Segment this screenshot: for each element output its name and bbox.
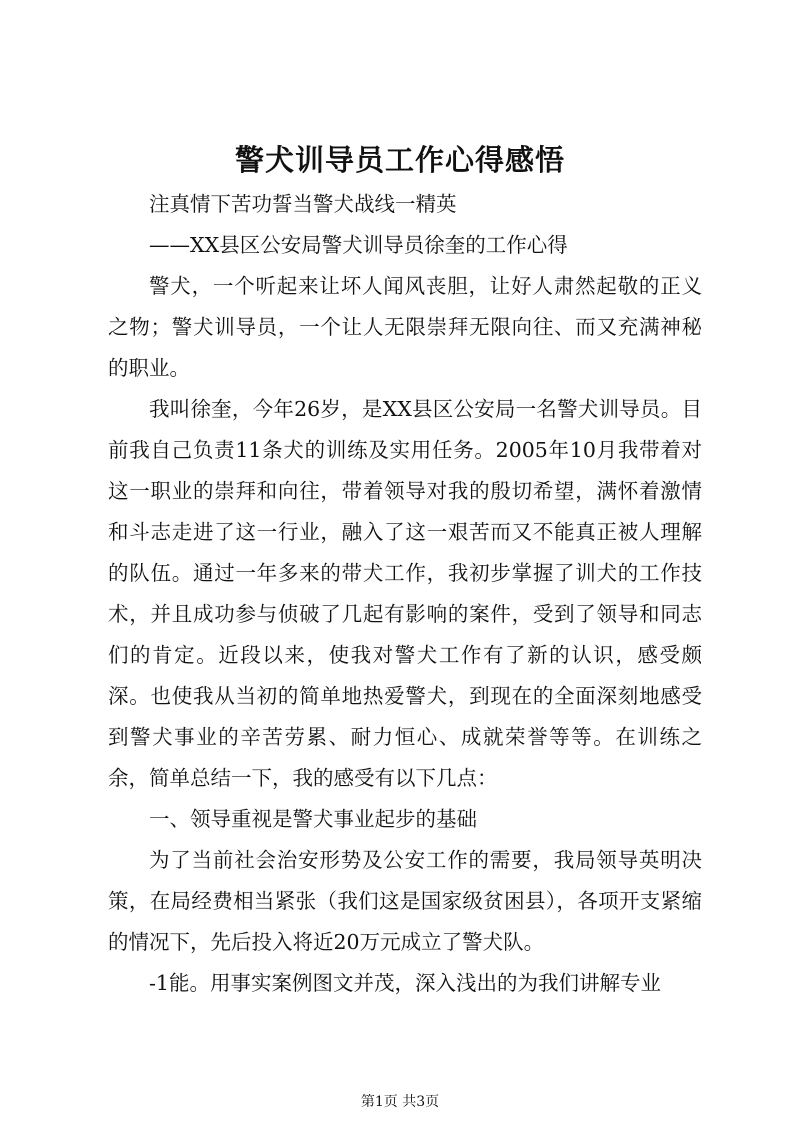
paragraph-leadership: 为了当前社会治安形势及公安工作的需要，我局领导英明决策，在局经费相当紧张（我们这是国家级贫困县），各项开支紧缩的情况下，先后投入将近20万元成立了警犬队。 <box>108 848 702 954</box>
document-body <box>108 184 702 1004</box>
subtitle-slogan: 注真情下苦功誓当警犬战线一精英 <box>149 192 457 216</box>
section-heading-1: 一、领导重视是警犬事业起步的基础 <box>149 807 477 831</box>
paragraph-intro: 警犬，一个听起来让坏人闻风丧胆，让好人肃然起敬的正义之物；警犬训导员，一个让人无限崇拜无限向往、而又充满神秘的职业。 <box>108 274 702 380</box>
paragraph-self-introduction: 我叫徐奎，今年26岁，是XX县区公安局一名警犬训导员。目前我自己负责11条犬的训练及实用任务。2005年10月我带着对这一职业的崇拜和向往，带着领导对我的殷切希望，满怀着激情和斗志走进了这一行业，融入了这一艰苦而又不能真正被人理解的队伍。通过一年多来的带犬工作，我初步掌握了训犬的工作技术，并且成功参与侦破了几起有影响的案件，受到了领导和同志们的肯定。近段以来，使我对警犬工作有了新的认识，感受颇深。也使我从当初的简单地热爱警犬，到现在的全面深刻地感受到警犬事业的辛苦劳累、耐力恒心、成就荣誉等等。在训练之余，简单总结一下，我的感受有以下几点： <box>108 397 702 790</box>
page-footer: 第1页 共3页 <box>360 1094 440 1110</box>
subtitle-author: ——XX县区公安局警犬训导员徐奎的工作心得 <box>149 233 568 257</box>
paragraph-fragment: -1能。用事实案例图文并茂，深入浅出的为我们讲解专业 <box>149 971 661 995</box>
document-title: 警犬训导员工作心得感悟 <box>234 143 565 177</box>
